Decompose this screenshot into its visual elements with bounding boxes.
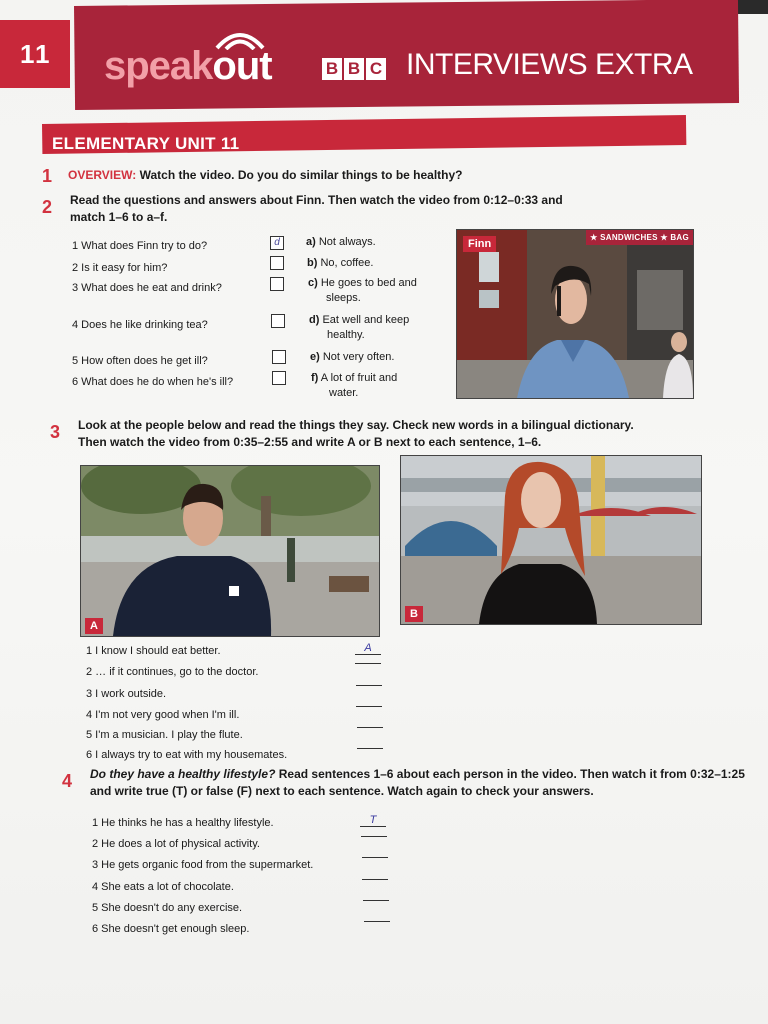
- answer-text: Not very often.: [322, 351, 395, 363]
- exercise-2-instruction-line1: Read the questions and answers about Finn. Then watch the video from 0:12–0:33 and: [70, 193, 563, 207]
- ex4-sentence: 3 He gets organic food from the supermarket.: [92, 859, 314, 871]
- exercise-2-instruction-line2: match 1–6 to a–f.: [70, 210, 168, 224]
- ex3-sentence: 3 I work outside.: [86, 688, 167, 700]
- ex4-sentence: 2 He does a lot of physical activity.: [92, 838, 260, 850]
- person-b-video-still: [401, 456, 701, 624]
- ex2-answer: [307, 256, 431, 271]
- exercise-1-number: 1: [42, 166, 53, 186]
- signal-arc-icon: [213, 28, 267, 50]
- ex3-sentence: 6 I always try to eat with my housemates.: [86, 749, 288, 761]
- answer-letter: f): [311, 372, 319, 384]
- ex2-answer: [311, 371, 435, 401]
- exercise-4-instruction-line1: [90, 767, 745, 782]
- person-b-photo: [400, 455, 702, 625]
- answer-text: A lot of fruit and: [320, 372, 398, 384]
- bbc-letter: C: [366, 58, 386, 80]
- exercise-3-number: 3: [50, 422, 61, 442]
- answer-line[interactable]: [362, 857, 388, 858]
- answer-box[interactable]: [272, 350, 286, 364]
- answer-text: No, coffee.: [320, 257, 374, 269]
- ex2-answer: [310, 350, 434, 365]
- answer-letter: c): [308, 277, 318, 289]
- answer-box[interactable]: [270, 256, 284, 270]
- bbc-letter: B: [322, 58, 342, 80]
- exercise-4-number: 4: [62, 771, 73, 791]
- ex3-sentence: 1 I know I should eat better.: [86, 645, 221, 657]
- answer-letter: e): [310, 351, 320, 363]
- answer-letter: a): [306, 236, 316, 248]
- answer-line[interactable]: [364, 921, 390, 922]
- ex3-sentence: 2 … if it continues, go to the doctor.: [86, 666, 259, 678]
- speakout-logo: [104, 44, 272, 89]
- answer-box[interactable]: [272, 371, 286, 385]
- ex4-sentence: 4 She eats a lot of chocolate.: [92, 881, 234, 893]
- unit-number-tab: 11: [0, 20, 70, 88]
- ex2-answer: [308, 276, 432, 306]
- ex2-question: 5 How often does he get ill?: [72, 355, 208, 367]
- answer-text-cont: water.: [329, 387, 359, 399]
- ex3-sentence: 5 I'm a musician. I play the flute.: [86, 729, 243, 741]
- exercise-4-question: Do they have a healthy lifestyle?: [90, 767, 276, 781]
- logo-out: out: [212, 44, 272, 88]
- person-a-video-still: [81, 466, 379, 636]
- answer-text: Not always.: [318, 236, 376, 248]
- ex2-answer: [306, 235, 430, 250]
- ex2-question: 2 Is it easy for him?: [72, 262, 168, 274]
- ex4-sentence: 6 She doesn't get enough sleep.: [92, 923, 250, 935]
- answer-line[interactable]: [357, 748, 383, 749]
- person-a-photo: [80, 465, 380, 637]
- overview-text: Watch the video. Do you do similar things to be healthy?: [139, 168, 463, 182]
- logo-speak: speak: [104, 44, 213, 88]
- answer-box[interactable]: [270, 277, 284, 291]
- bbc-letter: B: [344, 58, 364, 80]
- answer-box[interactable]: d: [270, 236, 284, 250]
- exercise-2-number: 2: [42, 197, 53, 217]
- answer-line[interactable]: [355, 663, 381, 664]
- interviews-extra-title: INTERVIEWS EXTRA: [406, 48, 693, 81]
- ex2-question: 6 What does he do when he's ill?: [72, 376, 234, 388]
- sandwiches-sign: ★ SANDWICHES ★ BAG: [586, 230, 693, 245]
- answer-line[interactable]: [362, 879, 388, 880]
- ex4-sentence: 5 She doesn't do any exercise.: [92, 902, 243, 914]
- answer-line[interactable]: [356, 685, 382, 686]
- exercise-4-line1-rest: Read sentences 1–6 about each person in the video. Then watch it from 0:32–1:25: [275, 767, 745, 781]
- exercise-3-instruction-line2: Then watch the video from 0:35–2:55 and write A or B next to each sentence, 1–6.: [78, 435, 542, 449]
- label-a: A: [85, 618, 103, 634]
- ex2-question: 1 What does Finn try to do?: [72, 240, 208, 252]
- ex2-answer: [309, 313, 433, 343]
- label-b: B: [405, 606, 423, 622]
- answer-text-cont: healthy.: [327, 329, 365, 341]
- answer-box[interactable]: [271, 314, 285, 328]
- answer-line[interactable]: A: [355, 642, 381, 655]
- answer-text-cont: sleeps.: [326, 292, 361, 304]
- answer-line[interactable]: [356, 706, 382, 707]
- bbc-logo: [322, 58, 386, 80]
- finn-label: Finn: [463, 236, 496, 252]
- answer-letter: b): [307, 257, 318, 269]
- answer-line[interactable]: [363, 900, 389, 901]
- exercise-3-instruction-line1: Look at the people below and read the things they say. Check new words in a bilingual dictionary.: [78, 418, 634, 432]
- exercise-4-instruction-line2: and write true (T) or false (F) next to each sentence. Watch again to check your answers.: [90, 784, 594, 798]
- answer-line[interactable]: [357, 727, 383, 728]
- answer-line[interactable]: [361, 836, 387, 837]
- finn-photo: [456, 229, 694, 399]
- answer-text: Eat well and keep: [322, 314, 410, 326]
- ex2-question: 3 What does he eat and drink?: [72, 282, 222, 294]
- ex2-question: 4 Does he like drinking tea?: [72, 319, 208, 331]
- overview-label: OVERVIEW:: [68, 168, 137, 182]
- finn-video-still: [457, 230, 693, 398]
- ex4-sentence: 1 He thinks he has a healthy lifestyle.: [92, 817, 274, 829]
- answer-letter: d): [309, 314, 320, 326]
- answer-text: He goes to bed and: [320, 277, 417, 289]
- exercise-1-instruction: [68, 168, 463, 183]
- unit-title: ELEMENTARY UNIT 11: [52, 134, 240, 153]
- answer-line[interactable]: T: [360, 814, 386, 827]
- ex3-sentence: 4 I'm not very good when I'm ill.: [86, 709, 240, 721]
